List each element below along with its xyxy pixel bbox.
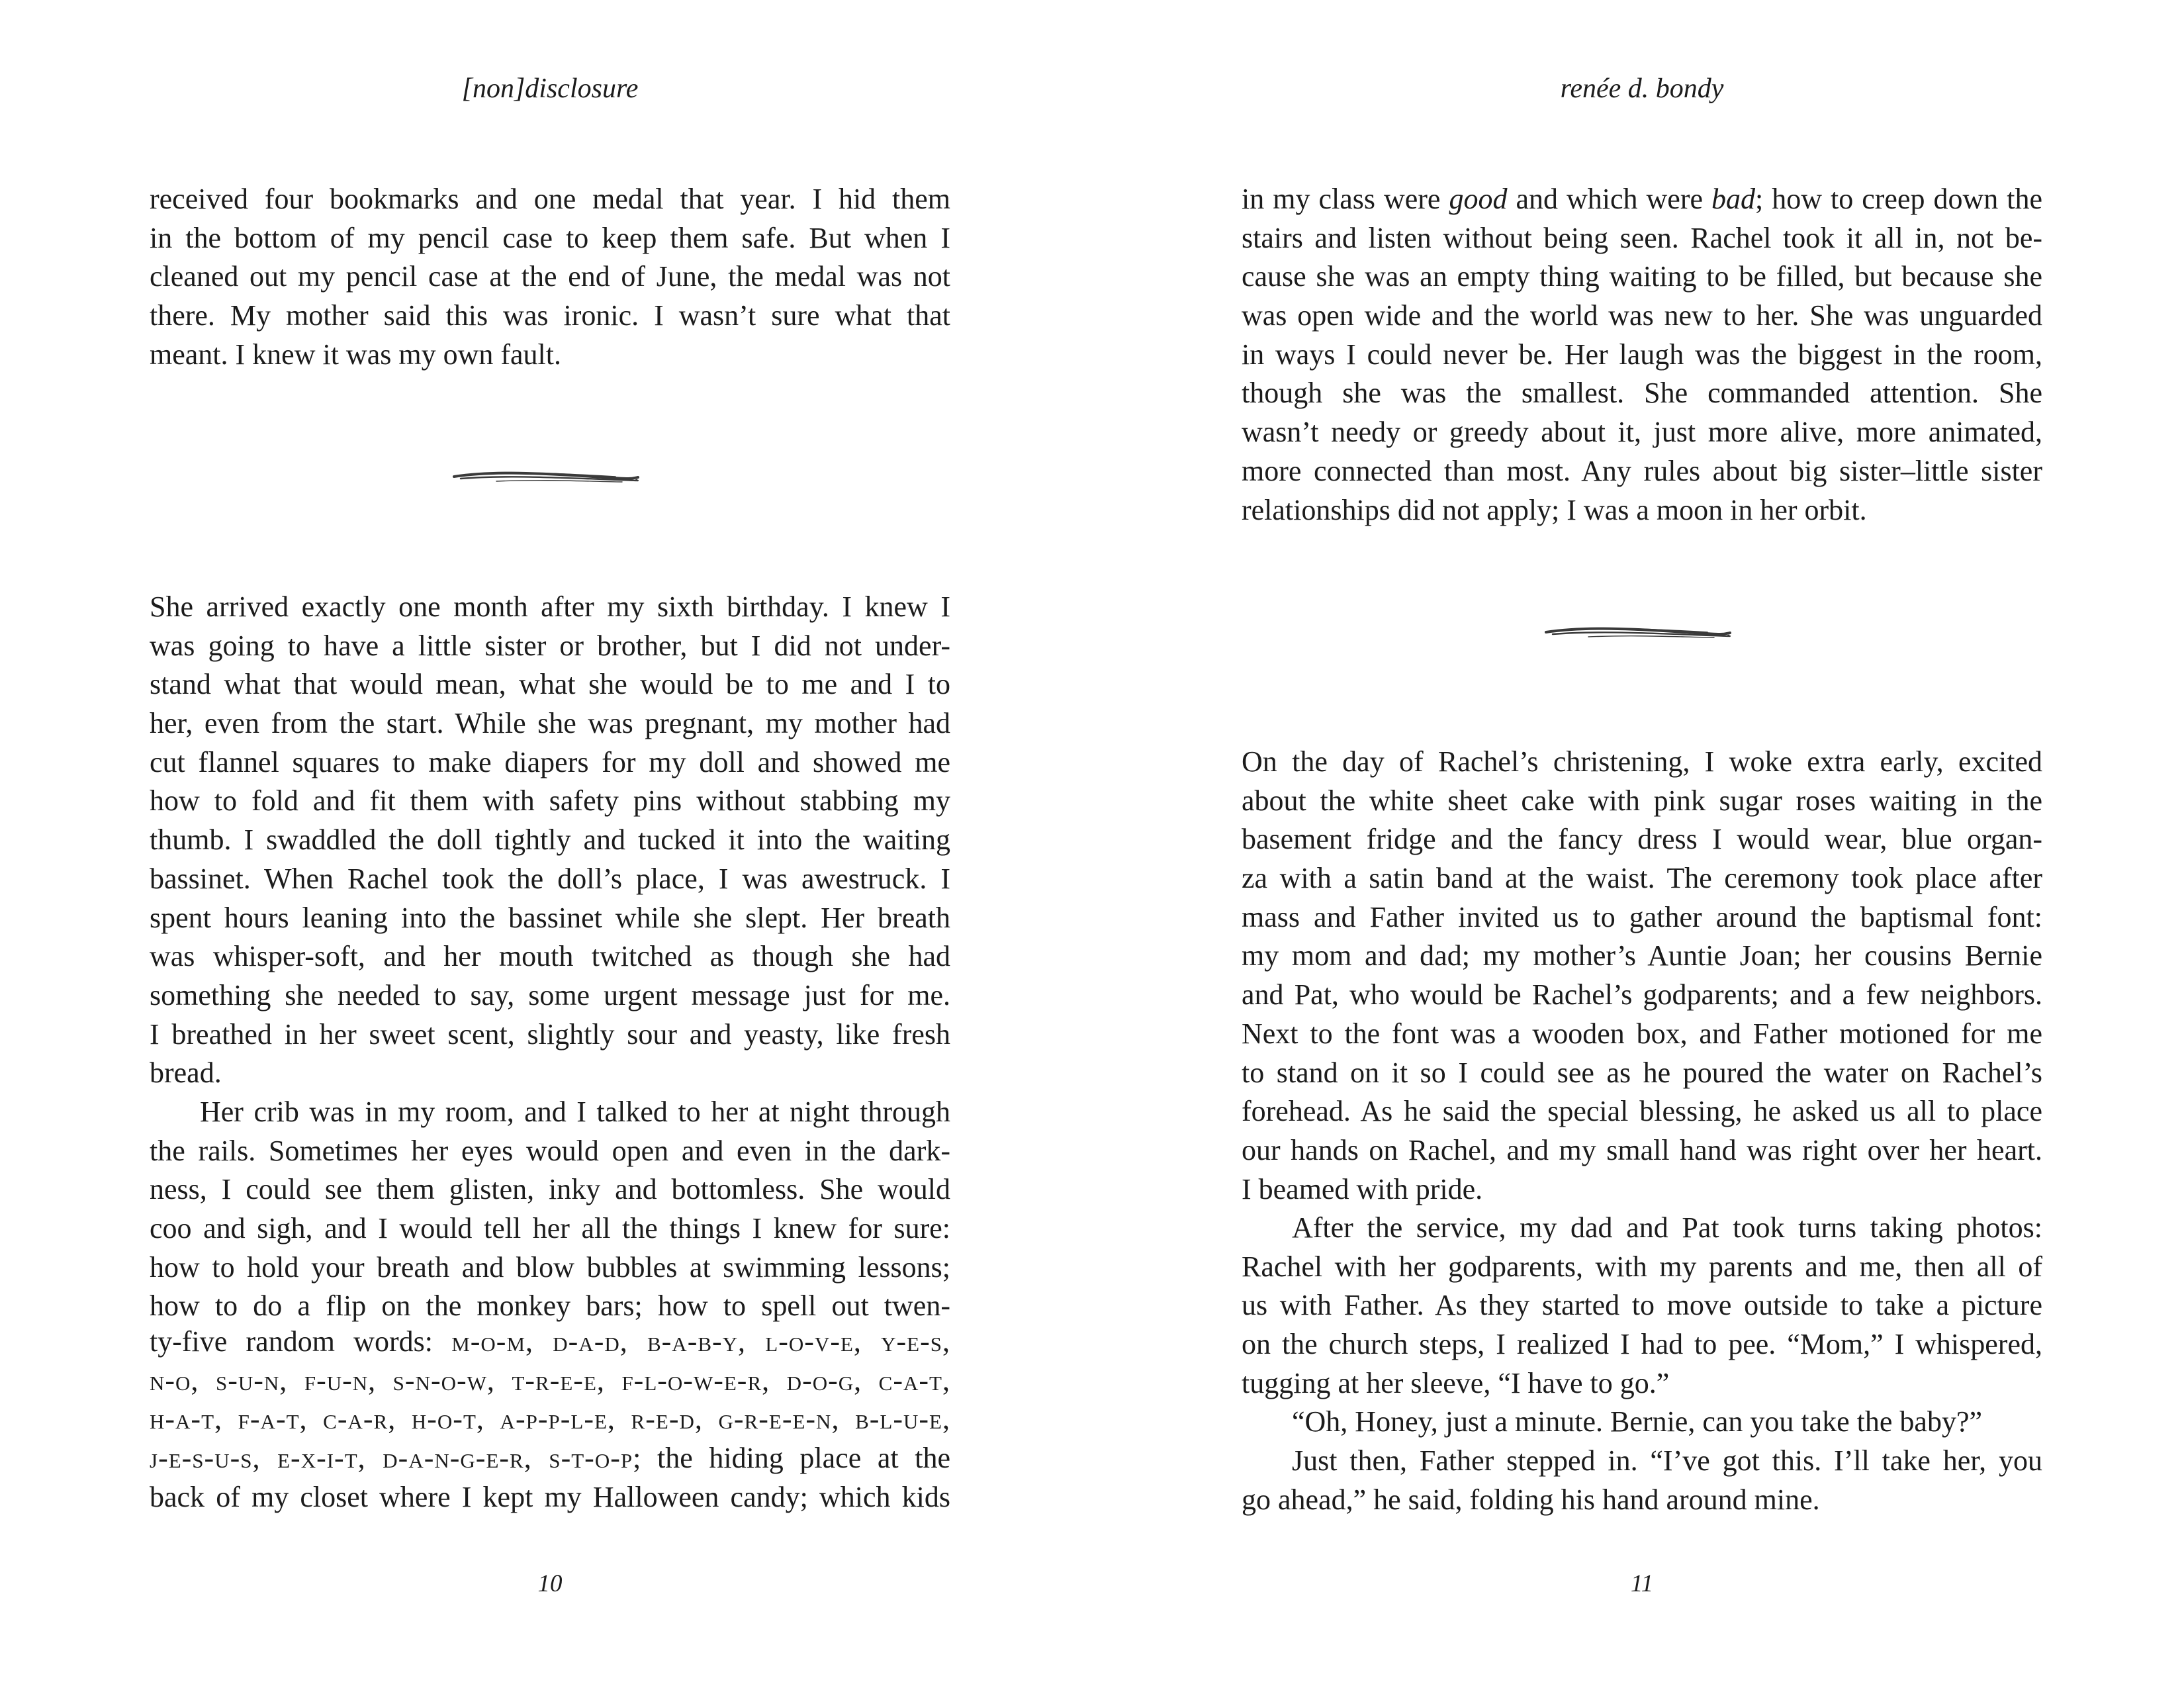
running-head-right: renée d. bondy (1560, 73, 1724, 104)
paragraph-block (1242, 1442, 2042, 1519)
body-text-line: something she needed to say, some urgent message just for me. (150, 978, 950, 1011)
paragraph-block (1242, 180, 2042, 219)
body-text-line: about the white sheet cake with pink sugar roses waiting in the (1242, 784, 2042, 817)
body-text-line: Just then, Father stepped in. “I’ve got this. I’ll take her, you (1292, 1444, 2042, 1477)
body-text-line: tugging at her sleeve, “I have to go.” (1242, 1366, 1670, 1399)
body-text-line: was whisper-soft, and her mouth twitched as though she had (150, 940, 950, 973)
body-text-line: was open wide and the world was new to her. She was unguarded (1242, 299, 2042, 332)
body-text-line: stand what that would mean, what she would be to me and I to (150, 668, 950, 701)
paragraph-block (1242, 743, 2042, 1209)
page-number-left: 10 (537, 1570, 563, 1597)
body-text-line: and Pat, who would be Rachel’s godparents; and a few neighbors. (1242, 978, 2042, 1011)
body-text-line: to stand on it so I could see as he poured the water on Rachel’s (1242, 1056, 2042, 1089)
paragraph-block (1242, 219, 2042, 530)
spelled-words: j-e-s-u-s, e-x-i-t, d-a-n-g-e-r, s-t-o-p (150, 1442, 633, 1475)
spelled-words-block (150, 1323, 950, 1517)
right-page (1092, 0, 2184, 1688)
body-text-line: thumb. I swaddled the doll tightly and tucked it into the waiting (150, 823, 950, 857)
paragraph-block (1242, 1403, 2042, 1442)
running-head-left: [non]disclosure (461, 73, 639, 104)
body-text-line: za with a satin band at the waist. The ceremony took place after (1242, 862, 2042, 895)
body-text-line: relationships did not apply; I was a moon in her orbit. (1242, 493, 1867, 526)
body-text-line: wasn’t needy or greedy about it, just more alive, more animated, (1242, 416, 2042, 449)
body-text-line: I breathed in her sweet scent, slightly sour and yeasty, like fresh (150, 1017, 950, 1051)
body-text-line: forehead. As he said the special blessing, he asked us all to place (1242, 1095, 2042, 1128)
body-text-line: was going to have a little sister or brother, but I did not under- (150, 629, 950, 662)
body-text-line: my mom and dad; my mother’s Auntie Joan; her cousins Bernie (1242, 939, 2042, 972)
body-text-line: there. My mother said this was ironic. I wasn’t sure what that (150, 299, 950, 332)
body-text-line: go ahead,” he said, folding his hand around mine. (1242, 1483, 1820, 1516)
body-text-line: “Oh, Honey, just a minute. Bernie, can you take the baby?” (1292, 1405, 1983, 1438)
paragraph-block (150, 588, 950, 1093)
body-text-line: She arrived exactly one month after my sixth birthday. I knew I (150, 590, 950, 623)
spelled-tail: ; the hiding place at the (633, 1442, 951, 1475)
body-text-line: cause she was an empty thing waiting to be filled, but because she (1242, 260, 2042, 293)
paragraph-block (1242, 1209, 2042, 1403)
body-text-line: how to do a flip on the monkey bars; how to spell out twen- (150, 1289, 950, 1323)
spelled-words: n-o, s-u-n, f-u-n, s-n-o-w, t-r-e-e, f-l-o-w-e-r, d-o-g, c-a-t, (150, 1364, 950, 1397)
body-text-line: her, even from the start. While she was pregnant, my mother had (150, 707, 950, 740)
body-text-line: coo and sigh, and I would tell her all the things I knew for sure: (150, 1212, 950, 1245)
body-text-line: bread. (150, 1056, 222, 1090)
body-text: and which were (1507, 183, 1712, 215)
body-text-line: in ways I could never be. Her laugh was the biggest in the room, (1242, 338, 2042, 371)
body-text-line: mass and Father invited us to gather around the baptismal font: (1242, 900, 2042, 933)
body-text-line: spent hours leaning into the bassinet while she slept. Her breath (150, 901, 950, 934)
body-text-line: more connected than most. Any rules about big sister–little sister (1242, 454, 2042, 487)
body-text-line: cleaned out my pencil case at the end of June, the medal was not (150, 260, 950, 293)
page-number-right: 11 (1630, 1570, 1654, 1597)
body-text-line: ness, I could see them glisten, inky and bottomless. She would (150, 1173, 950, 1206)
body-text-line: in the bottom of my pencil case to keep them safe. But when I (150, 221, 950, 254)
body-text-line: cut flannel squares to make diapers for my doll and showed me (150, 745, 950, 778)
paragraph-block (150, 180, 950, 374)
body-text-line: Next to the font was a wooden box, and Father motioned for me (1242, 1017, 2042, 1050)
spelled-words: h-a-t, f-a-t, c-a-r, h-o-t, a-p-p-l-e, r-e-d, g-r-e-e-n, b-l-u-e, (150, 1403, 950, 1436)
body-text-line: received four bookmarks and one medal that year. I hid them (150, 183, 950, 215)
body-text-line: bassinet. When Rachel took the doll’s place, I was awestruck. I (150, 862, 950, 895)
body-text-line: basement fridge and the fancy dress I would wear, blue organ- (1242, 823, 2042, 856)
body-text-line: Her crib was in my room, and I talked to her at night through (200, 1096, 950, 1128)
section-break-ornament (1542, 619, 1734, 645)
spelled-lead: ty-five random words: (150, 1325, 452, 1358)
body-text-line: though she was the smallest. She commanded attention. She (1242, 377, 2042, 410)
body-text-line: Rachel with her godparents, with my parents and me, then all of (1242, 1250, 2042, 1283)
body-text-line: how to fold and fit them with safety pins without stabbing my (150, 784, 950, 818)
body-text-line: back of my closet where I kept my Halloween candy; which kids (150, 1480, 950, 1513)
paragraph-block (150, 1093, 950, 1326)
body-text-line: After the service, my dad and Pat took turns taking photos: (1292, 1211, 2042, 1244)
section-break-ornament (450, 463, 642, 490)
body-text-line: I beamed with pride. (1242, 1172, 1483, 1205)
body-text-line: On the day of Rachel’s christening, I woke extra early, excited (1242, 745, 2042, 778)
emphasis-text: bad (1711, 183, 1756, 215)
body-text-line: meant. I knew it was my own fault. (150, 338, 561, 371)
body-text-line: on the church steps, I realized I had to pee. “Mom,” I whispered, (1242, 1328, 2042, 1361)
body-text-line: how to hold your breath and blow bubbles at swimming lessons; (150, 1250, 950, 1284)
emphasis-text: good (1449, 183, 1508, 215)
body-text: ; how to creep down the (1755, 183, 2043, 215)
body-text-line: our hands on Rachel, and my small hand was right over her heart. (1242, 1133, 2042, 1166)
body-text-line: stairs and listen without being seen. Rachel took it all in, not be- (1242, 221, 2042, 254)
body-text-line: us with Father. As they started to move outside to take a picture (1242, 1289, 2042, 1322)
body-text-line: the rails. Sometimes her eyes would open and even in the dark- (150, 1134, 950, 1167)
body-text: in my class were (1242, 183, 1449, 215)
spelled-words: m-o-m, d-a-d, b-a-b-y, l-o-v-e, y-e-s, (451, 1325, 951, 1358)
